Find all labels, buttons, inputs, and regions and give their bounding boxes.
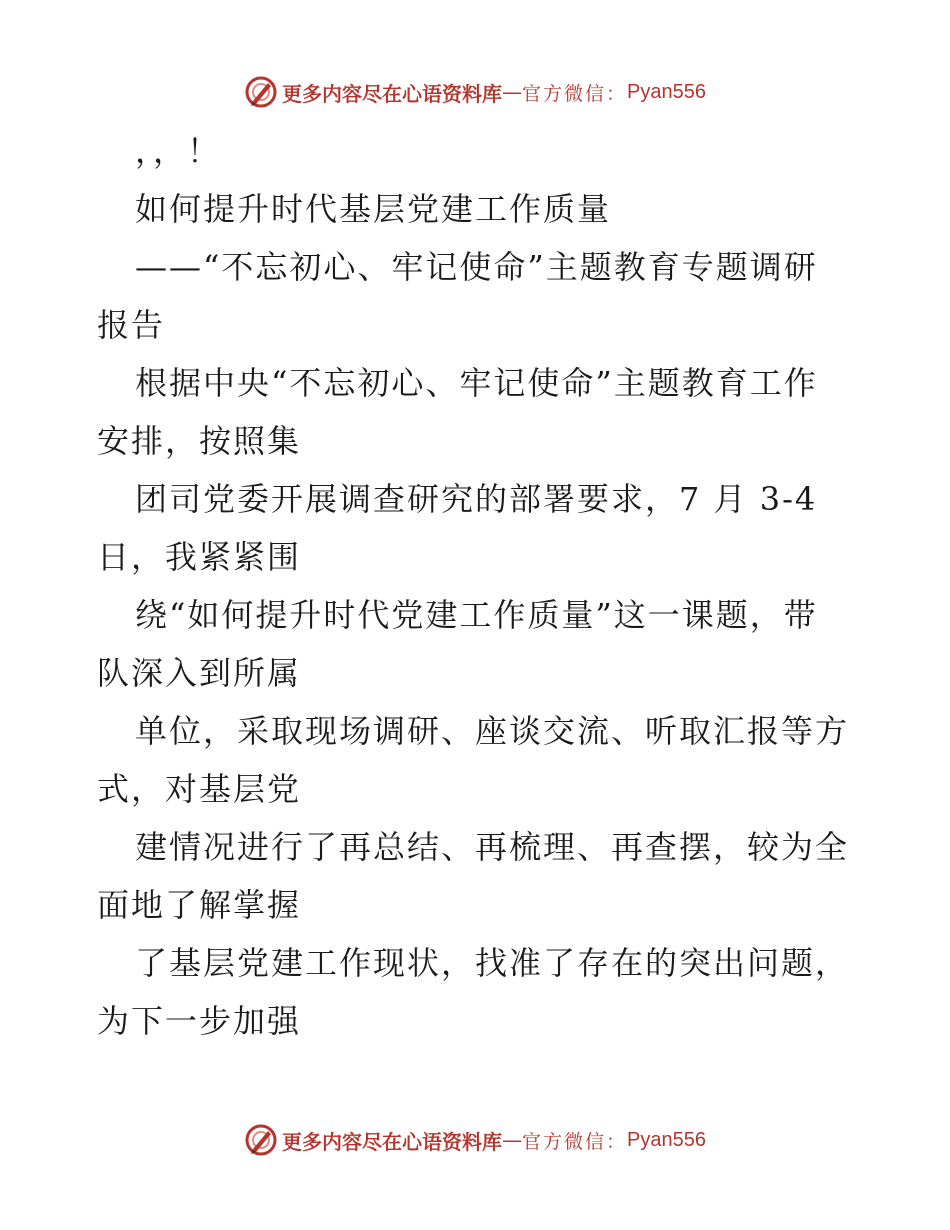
- document-title: 如何提升时代基层党建工作质量: [135, 190, 612, 228]
- text-line: 建情况进行了再总结、再梳理、再查摆，较为全: [135, 828, 850, 866]
- text-line: 队深入到所属: [97, 654, 302, 692]
- document-subtitle-cont: 报告: [97, 306, 166, 344]
- banner-separator: —: [502, 80, 522, 104]
- text-line: 团司党委开展调查研究的部署要求，7 月 3-4: [135, 480, 818, 518]
- banner-wechat-id: Pyan556: [627, 1128, 706, 1151]
- text-line: 日，我紧紧围: [97, 538, 302, 576]
- text-line: ，，！: [135, 132, 222, 170]
- text-line: 绕“如何提升时代党建工作质量”这一课题，带: [135, 596, 818, 634]
- banner-site-text: 更多内容尽在心语资料库: [282, 1129, 502, 1154]
- document-subtitle: ——“不忘初心、牢记使命”主题教育专题调研: [135, 248, 818, 286]
- text-line: 为下一步加强: [97, 1002, 302, 1040]
- banner-wechat-id: Pyan556: [627, 80, 706, 103]
- banner-wechat-label: 官方微信：: [522, 82, 628, 105]
- text-line: 安排，按照集: [97, 422, 302, 460]
- pen-circle-logo-icon: [244, 1123, 278, 1157]
- text-line: 根据中央“不忘初心、牢记使命”主题教育工作: [135, 364, 818, 402]
- banner-site-text: 更多内容尽在心语资料库: [282, 81, 502, 106]
- document-body: [97, 122, 857, 1050]
- header-banner: [0, 72, 950, 112]
- text-line: 了基层党建工作现状，找准了存在的突出问题，: [135, 944, 850, 982]
- text-line: 单位，采取现场调研、座谈交流、听取汇报等方: [135, 712, 850, 750]
- banner-wechat-label: 官方微信：: [522, 1130, 628, 1153]
- banner-separator: —: [502, 1128, 522, 1152]
- footer-banner: [0, 1120, 950, 1160]
- text-line: 式，对基层党: [97, 770, 302, 808]
- text-line: 面地了解掌握: [97, 886, 302, 924]
- pen-circle-logo-icon: [244, 75, 278, 109]
